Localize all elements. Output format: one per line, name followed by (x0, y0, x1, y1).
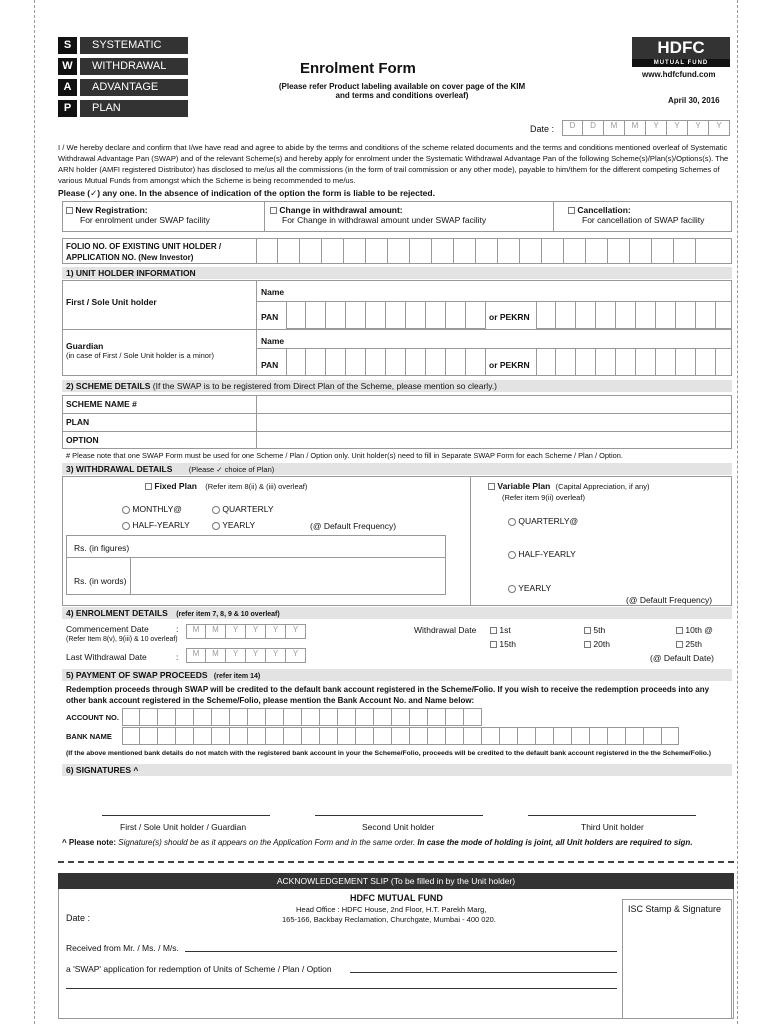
signature-line-1[interactable] (102, 815, 270, 816)
ack-header: ACKNOWLEDGEMENT SLIP (To be filled in by the Unit holder) (58, 873, 734, 889)
pekrn-cells-2[interactable] (536, 348, 732, 376)
date-20th[interactable]: 20th (584, 639, 610, 649)
ack-date-label: Date : (66, 913, 91, 923)
word-systematic: SYSTEMATIC (80, 37, 188, 54)
radio[interactable] (122, 506, 130, 514)
word-plan: PLAN (80, 100, 188, 117)
rs-words-input[interactable] (132, 559, 444, 593)
option-new-registration[interactable]: New Registration: For enrolment under SWAP facility (66, 205, 210, 225)
guardian-label: Guardian (66, 341, 104, 351)
received-from-label: Received from Mr. / Ms. / M/s. (66, 943, 179, 953)
date-5th[interactable]: 5th (584, 625, 605, 635)
colon-2: : (176, 652, 179, 662)
website: www.hdfcfund.com (642, 70, 716, 79)
checkbox[interactable] (584, 641, 591, 648)
bank-name-label: BANK NAME (66, 732, 112, 741)
last-withdrawal-cells[interactable]: M M Y Y Y Y (186, 648, 306, 663)
letter-s: S (58, 37, 77, 54)
radio[interactable] (508, 518, 516, 526)
plan-label: PLAN (66, 417, 90, 427)
checkbox[interactable] (488, 483, 495, 490)
ack-office-1: Head Office : HDFC House, 2nd Floor, H.T. Parekh Marg, (296, 905, 487, 914)
withdrawal-date-label: Withdrawal Date (414, 625, 477, 635)
pan-label-2: PAN (261, 360, 279, 370)
swap-row-2 (58, 58, 188, 75)
radio[interactable] (508, 551, 516, 559)
variable-plan[interactable]: Variable Plan (Capital Appreciation, if any) (488, 481, 649, 491)
swap-row-3 (58, 79, 188, 96)
version-date: April 30, 2016 (668, 96, 720, 105)
checkbox[interactable] (676, 641, 683, 648)
date-1st[interactable]: 1st (490, 625, 511, 635)
isc-stamp-box (622, 899, 732, 1019)
cut-line-right (737, 0, 738, 1024)
checkbox[interactable] (145, 483, 152, 490)
checkbox[interactable] (66, 207, 73, 214)
payment-text: Redemption proceeds through SWAP will be credited to the default bank account registered in the Scheme/Folio. If you wish to receive the redemption proceeds into any other bank account registered in the Scheme/Folio, please mention the Bank Account No. and Name below: (66, 685, 710, 705)
form-subtitle: (Please refer Product labeling available on cover page of the KIM and terms and conditions overleaf) (278, 82, 526, 100)
signature-line-2[interactable] (315, 815, 483, 816)
option-change-amount[interactable]: Change in withdrawal amount: For Change in withdrawal amount under SWAP facility (270, 205, 486, 225)
last-withdrawal-label: Last Withdrawal Date (66, 652, 147, 662)
commencement-cells[interactable]: M M Y Y Y Y (186, 624, 306, 639)
signature-label-3: Third Unit holder (581, 822, 644, 832)
scheme-name-input[interactable] (258, 396, 730, 412)
hdfc-logo: HDFC (632, 37, 730, 59)
pan-cells-1[interactable] (286, 301, 486, 329)
bank-name-cells[interactable] (122, 727, 679, 745)
checkbox[interactable] (676, 627, 683, 634)
pan-label-1: PAN (261, 312, 279, 322)
date-label: Date : (530, 124, 555, 134)
tear-line (58, 861, 734, 863)
signature-label-1: First / Sole Unit holder / Guardian (120, 822, 247, 832)
checkbox[interactable] (490, 641, 497, 648)
vfreq-yearly[interactable]: YEARLY (508, 583, 551, 593)
commencement-ref: (Refer Item 8(v), 9(iii) & 10 overleaf) (66, 636, 178, 643)
section-5-header: 5) PAYMENT OF SWAP PROCEEDS (refer item 14) (62, 669, 732, 681)
radio[interactable] (212, 506, 220, 514)
signature-note: ^ Please note: Signature(s) should be as it appears on the Application Form and in the same order. In case the mode of holding is joint, all Unit holders are required to sign. (62, 838, 693, 847)
date-10th[interactable]: 10th @ (676, 625, 713, 635)
declaration-text: I / We hereby declare and confirm that I/we have read and agree to abide by the terms and conditions of the scheme related documents and the terms and conditions mentioned overleaf of Systematic Withdrawal Advantage Pan (SWAP) and of the relevant Scheme(s) and hereby apply for enrolment under the Systematic Withdrawal Advantage Pan of the following Scheme(s)/Plan(s)/Options(s). The ARN holder (AMFI registered Distributor) has disclosed to me/us all the commissions (in the form of trail commission or any other mode), payable to him/them for the different competing Schemes of various Mutual Funds from amongst which the Scheme is being recommended to me/us. (58, 143, 729, 185)
received-from-input[interactable] (185, 951, 617, 952)
account-no-label: ACCOUNT NO. (66, 713, 119, 722)
ack-fund-name: HDFC MUTUAL FUND (350, 893, 443, 903)
account-no-cells[interactable] (122, 708, 482, 726)
guardian-note: (in case of First / Sole Unit holder is a minor) (66, 351, 214, 360)
checkbox[interactable] (584, 627, 591, 634)
vfreq-half-yearly[interactable]: HALF-YEARLY (508, 549, 576, 559)
option-input[interactable] (258, 432, 730, 448)
isc-stamp-label: ISC Stamp & Signature (628, 904, 722, 914)
option-cancellation[interactable]: Cancellation: For cancellation of SWAP facility (568, 205, 704, 225)
letter-a: A (58, 79, 77, 96)
section-1-header: 1) UNIT HOLDER INFORMATION (62, 267, 732, 279)
signature-line-3[interactable] (528, 815, 696, 816)
freq-quarterly[interactable]: QUARTERLY (212, 504, 274, 514)
freq-yearly[interactable]: YEARLY (212, 520, 255, 530)
colon-1: : (176, 624, 179, 634)
folio-cells[interactable] (256, 238, 732, 264)
section-3-header: 3) WITHDRAWAL DETAILS (Please ✓ choice of Plan) (62, 463, 732, 475)
commencement-label: Commencement Date (66, 624, 149, 634)
section-2-header: 2) SCHEME DETAILS (If the SWAP is to be registered from Direct Plan of the Scheme, please mention so clearly.) (62, 380, 732, 392)
checkbox[interactable] (568, 207, 575, 214)
ack-office-2: 165-166, Backbay Reclamation, Churchgate, Mumbai - 400 020. (282, 915, 496, 924)
word-advantage: ADVANTAGE (80, 79, 188, 96)
rs-words-label: Rs. (in words) (74, 576, 127, 586)
freq-half-yearly[interactable]: HALF-YEARLY (122, 520, 190, 530)
checkbox[interactable] (270, 207, 277, 214)
pan-cells-2[interactable] (286, 348, 486, 376)
rs-figures-input[interactable] (132, 537, 444, 555)
vdefault-note: (@ Default Frequency) (626, 595, 713, 605)
freq-monthly[interactable]: MONTHLY@ (122, 504, 182, 514)
checkbox[interactable] (490, 627, 497, 634)
scheme-name-label: SCHEME NAME # (66, 399, 137, 409)
pekrn-label-1: or PEKRN (489, 312, 530, 322)
logo-subtitle: MUTUAL FUND (632, 59, 730, 67)
radio[interactable] (212, 522, 220, 530)
fixed-plan[interactable]: Fixed Plan (Refer item 8(ii) & (iii) overleaf) (145, 481, 307, 491)
default-frequency-note: (@ Default Frequency) (310, 521, 397, 531)
first-holder-label: First / Sole Unit holder (66, 297, 157, 307)
radio[interactable] (122, 522, 130, 530)
pekrn-cells-1[interactable] (536, 301, 732, 329)
rs-figures-label: Rs. (in figures) (74, 543, 130, 553)
name-label-2: Name (261, 336, 285, 346)
bank-mismatch-note: (If the above mentioned bank details do not match with the registered bank account in your the Scheme/Folio, proceeds will be credited to the default bank account registered in the the Scheme/Folio.) (66, 750, 712, 757)
cut-line-left (34, 0, 35, 1024)
blank-line[interactable] (66, 988, 617, 989)
default-date-note: (@ Default Date) (650, 653, 714, 663)
letter-p: P (58, 100, 77, 117)
section-6-header: 6) SIGNATURES ^ (62, 764, 732, 776)
option-label: OPTION (66, 435, 99, 445)
swap-row-4 (58, 100, 188, 117)
form-title: Enrolment Form (300, 60, 416, 77)
section-4-header: 4) ENROLMENT DETAILS (refer item 7, 8, 9 & 10 overleaf) (62, 607, 732, 619)
folio-label: FOLIO NO. OF EXISTING UNIT HOLDER / APPLICATION NO. (New Investor) (66, 242, 222, 262)
pekrn-label-2: or PEKRN (489, 360, 530, 370)
swap-row-1 (58, 37, 188, 54)
please-note: Please (✓) any one. In the absence of indication of the option the form is liable to be rejected. (58, 188, 435, 198)
date-25th[interactable]: 25th (676, 639, 702, 649)
variable-ref: (Refer item 9(ii) overleaf) (502, 493, 585, 502)
letter-w: W (58, 58, 77, 75)
application-text: a 'SWAP' application for redemption of Units of Scheme / Plan / Option (66, 964, 332, 974)
scheme-plan-input[interactable] (350, 972, 617, 973)
name-label-1: Name (261, 287, 285, 297)
radio[interactable] (508, 585, 516, 593)
date-cells[interactable]: D D M M Y Y Y Y (562, 120, 730, 136)
date-15th[interactable]: 15th (490, 639, 516, 649)
scheme-footnote: # Please note that one SWAP Form must be used for one Scheme / Plan / Option only. Unit holder(s) need to fill in Separate SWAP Form for each Scheme / Plan / Option. (66, 451, 623, 460)
vfreq-quarterly[interactable]: QUARTERLY@ (508, 516, 578, 526)
signature-label-2: Second Unit holder (362, 822, 435, 832)
word-withdrawal: WITHDRAWAL (80, 58, 188, 75)
plan-input[interactable] (258, 414, 730, 430)
